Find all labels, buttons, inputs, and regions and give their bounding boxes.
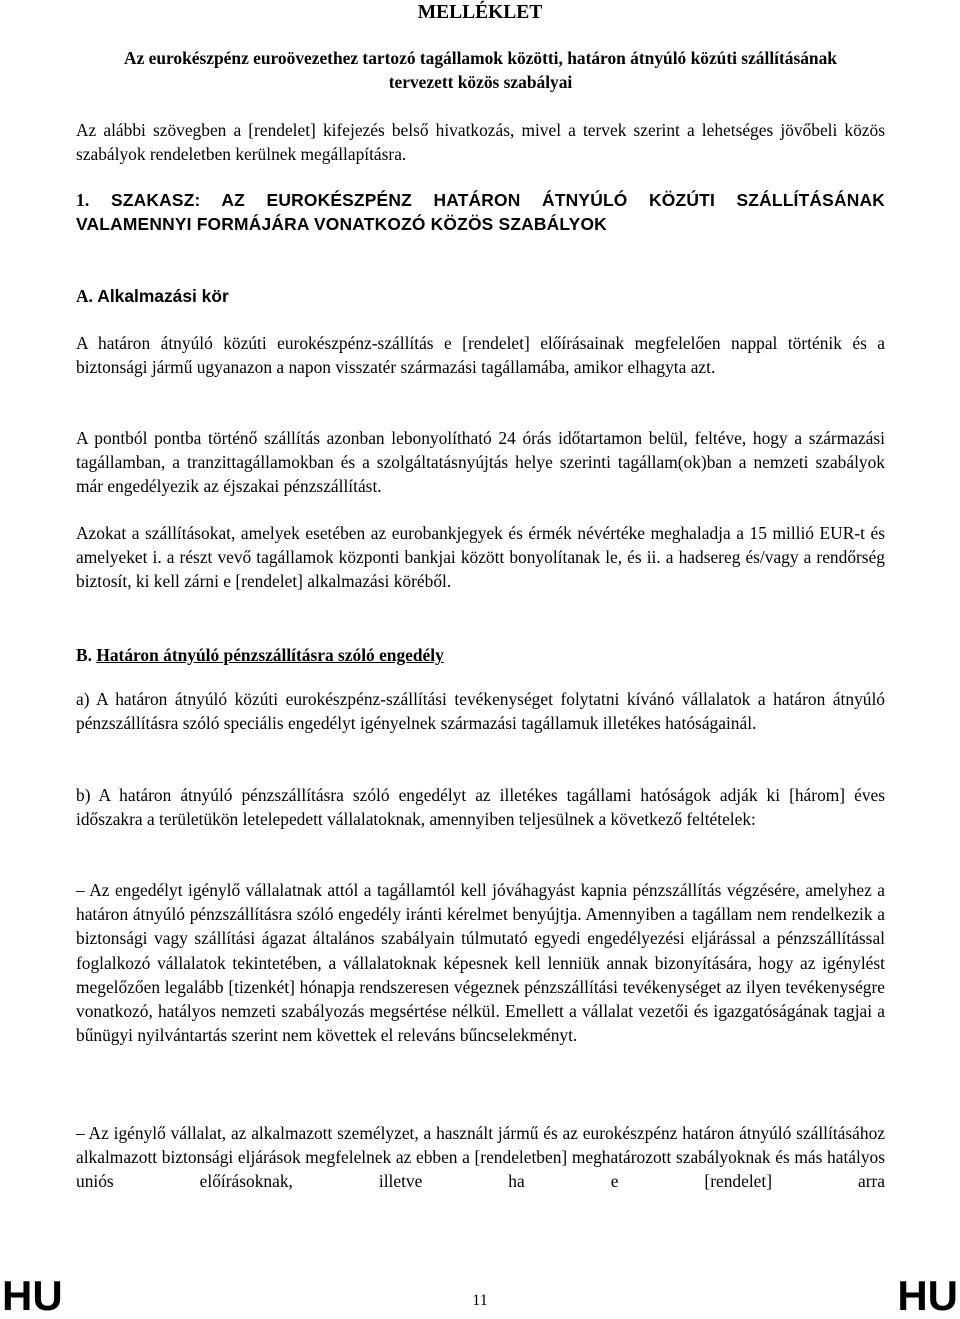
section-number: 1. bbox=[76, 190, 90, 210]
page-number: 11 bbox=[472, 1292, 488, 1309]
footer-language-left: HU bbox=[2, 1272, 63, 1319]
subtitle-text: Az eurokészpénz euroövezethez tartozó tagállamok közötti, határon átnyúló közúti szállításának tervezett közös szabályai bbox=[124, 48, 837, 93]
paragraph-3: Azokat a szállításokat, amelyek esetében az eurobankjegyek és érmék névértéke meghaladja a 15 millió EUR-t és amelyeket i. a részt vevő tagállamok központi bankjai között bonyolítanak le, és ii. a hadsereg és/vagy a rendőrség biztosít, ki kell zárni e [rendelet] alkalmazási köréből. bbox=[76, 523, 885, 592]
subsection-b-heading bbox=[76, 643, 885, 667]
paragraph-1: A határon átnyúló közúti eurokészpénz-szállítás e [rendelet] előírásainak megfelelően nappal történik és a biztonsági jármű ugyanazon a napon visszatér származási tagállamába, amikor elhagyta azt. bbox=[76, 333, 885, 378]
subsection-b-label: B. bbox=[76, 645, 92, 665]
footer-language-right: HU bbox=[897, 1272, 958, 1319]
dash-item-1: – Az engedélyt igénylő vállalatnak attól a tagállamtól kell jóváhagyást kapnia pénzszállítás végzésére, amelyhez a határon átnyúló pénzszállításra szóló engedély iránti kérelmet benyújtja. Amennyiben a tagállam nem rendelkezik a biztonsági vagy szállítási ágazat általános szabályain túlmutató egyedi engedélyezési eljárással a pénzszállítással foglalkozó vállalatok tekintetében, a vállalatoknak képesnek kell lenniük annak bizonyítására, hogy az igénylést megelőzően legalább [tizenkét] hónapja rendszeresen végeznek pénzszállítási tevékenységet az ilyen tevékenységre vonatkozó, hatályos nemzeti szabályozás megsértése nélkül. Emellett a vállalat vezetői és igazgatóságának tagjai a bűnügyi nyilvántartás szerint nem követtek el releváns bűncselekményt. bbox=[76, 880, 885, 1046]
subsection-b-title: Határon átnyúló pénzszállításra szóló engedély bbox=[96, 645, 444, 665]
section-title: SZAKASZ: AZ EUROKÉSZPÉNZ HATÁRON ÁTNYÚLÓ KÖZÚTI SZÁLLÍTÁSÁNAK VALAMENNYI FORMÁJÁRA VONATKOZÓ KÖZÖS SZABÁLYOK bbox=[76, 190, 885, 235]
paragraph-b: b) A határon átnyúló pénzszállításra szóló engedélyt az illetékes tagállami hatóságok adják ki [három] éves időszakra a területükön letelepedett vállalatoknak, amennyiben teljesülnek a következő feltételek: bbox=[76, 785, 885, 830]
paragraph-2: A pontból pontba történő szállítás azonban lebonyolítható 24 órás időtartamon belül, feltéve, hogy a származási tagállamban, a tranzittagállamokban és a szolgáltatásnyújtás helye szerinti tagállam(ok)ban a nemzeti szabályok már engedélyezik az éjszakai pénzszállítást. bbox=[76, 428, 885, 497]
subsection-a-label: A. bbox=[76, 286, 93, 306]
document-subtitle bbox=[76, 46, 885, 94]
subsection-a-heading bbox=[76, 284, 885, 308]
section-heading-text bbox=[76, 188, 885, 236]
section-heading bbox=[76, 188, 885, 236]
paragraph-a: a) A határon átnyúló közúti eurokészpénz-szállítási tevékenységet folytatni kívánó vállalatok a határon átnyúló pénzszállításra szóló speciális engedélyt igényelnek származási tagállamuk illetékes hatóságainál. bbox=[76, 689, 885, 734]
subsection-a-title: Alkalmazási kör bbox=[97, 286, 229, 306]
intro-paragraph: Az alábbi szövegben a [rendelet] kifejezés belső hivatkozás, mivel a tervek szerint a lehetséges jövőbeli közös szabályok rendeletben kerülnek megállapításra. bbox=[76, 120, 885, 165]
dash-item-2: – Az igénylő vállalat, az alkalmazott személyzet, a használt jármű és az eurokészpénz határon átnyúló szállításához alkalmazott biztonsági eljárások megfelelnek az ebben a [rendeletben] meghatározott szabályoknak és más hatályos uniós előírásoknak, illetve ha e [rendelet] arra bbox=[76, 1123, 885, 1192]
page-title: MELLÉKLET bbox=[417, 2, 543, 23]
